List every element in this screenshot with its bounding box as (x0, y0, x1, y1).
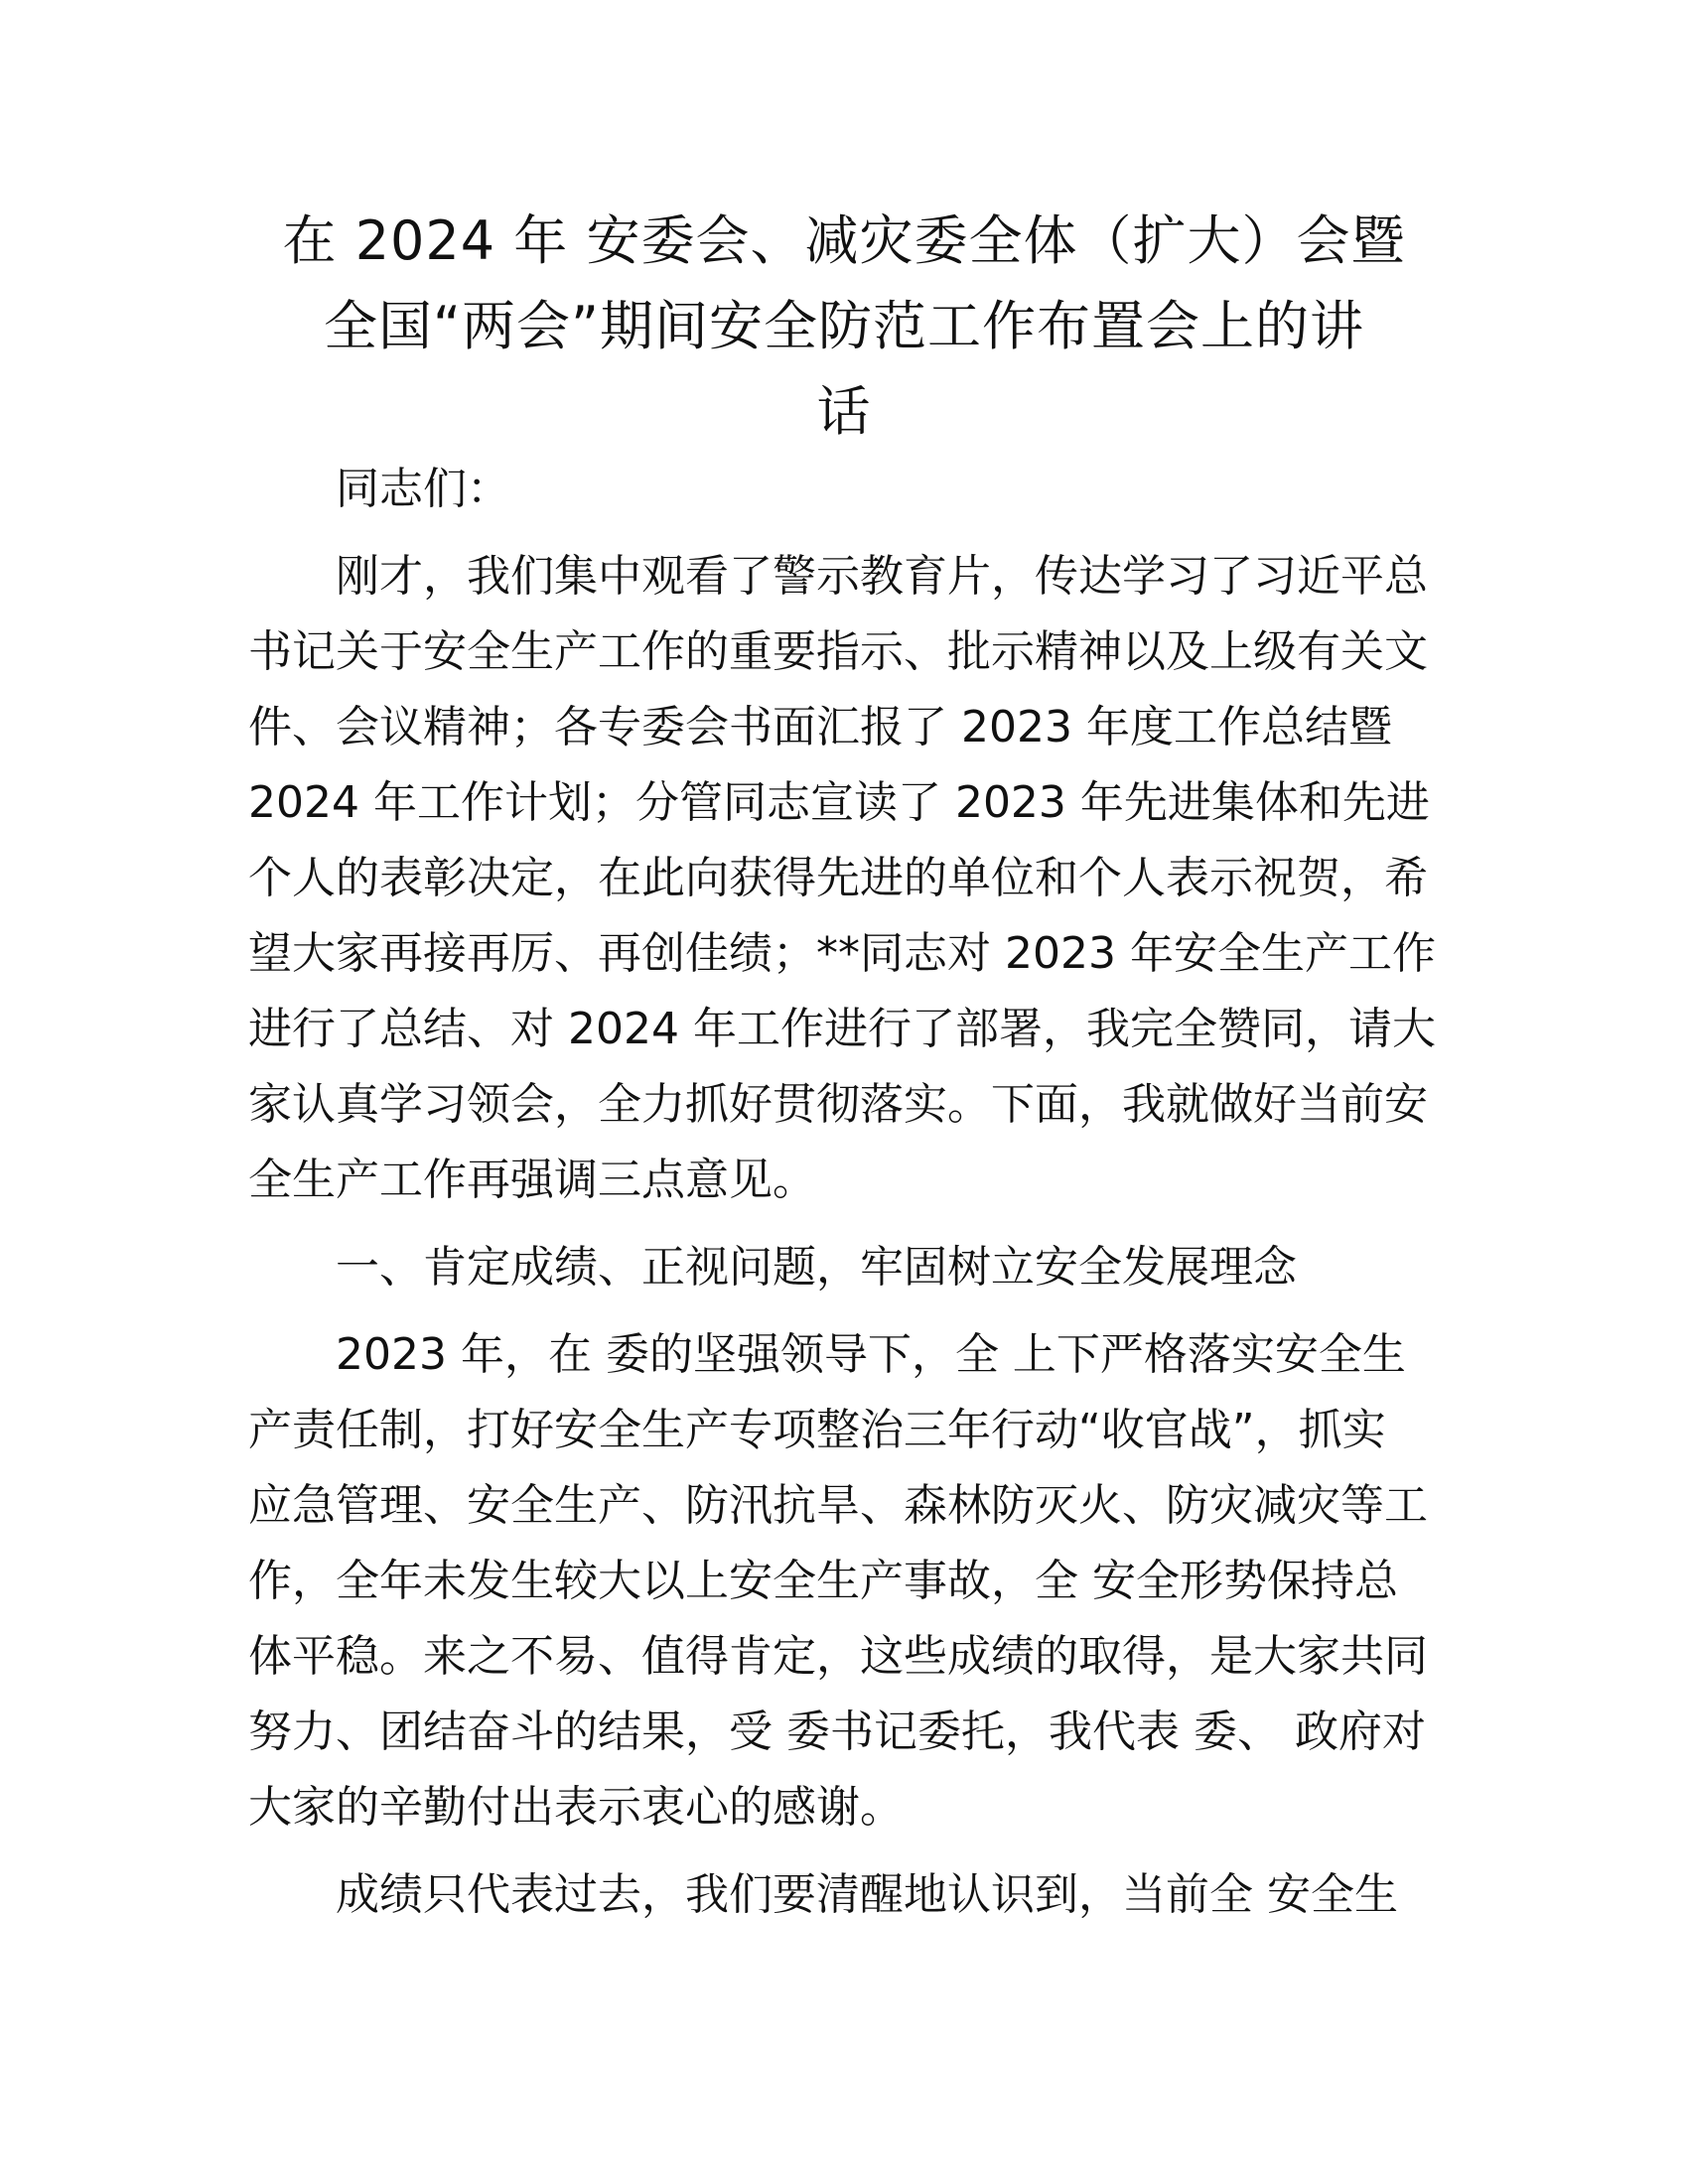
text-line: 进行了总结、对 2024 年工作进行了部署，我完全赞同，请大 (248, 1004, 1436, 1054)
text-line: 作，全年未发生较大以上安全生产事故，全 安全形势保持总 (248, 1556, 1398, 1606)
title-line-1: 在 2024 年 安委会、减灾委全体（扩大）会暨 (282, 209, 1406, 272)
text-line: 刚才，我们集中观看了警示教育片，传达学习了习近平总 (336, 551, 1428, 602)
text-line: 2024 年工作计划；分管同志宣读了 2023 年先进集体和先进 (248, 777, 1430, 828)
text-line: 成绩只代表过去，我们要清醒地认识到，当前全 安全生 (336, 1869, 1398, 1920)
text-line: 努力、团结奋斗的结果，受 委书记委托，我代表 委、 政府对 (248, 1706, 1426, 1757)
text-line: 个人的表彰决定，在此向获得先进的单位和个人表示祝贺，希 (248, 853, 1428, 903)
intro-paragraph (248, 539, 1440, 1218)
text-line: 件、会议精神；各专委会书面汇报了 2023 年度工作总结暨 (248, 702, 1392, 752)
title-line-3: 话 (816, 380, 872, 443)
text-line: 一、肯定成绩、正视问题，牢固树立安全发展理念 (336, 1242, 1297, 1293)
text-line: 全生产工作再强调三点意见。 (248, 1155, 816, 1205)
title-line-2: 全国“两会”期间安全防范工作布置会上的讲 (324, 295, 1364, 357)
reflection-paragraph (248, 1857, 1440, 1933)
text-line: 大家的辛勤付出表示衷心的感谢。 (248, 1782, 904, 1833)
achievements-paragraph (248, 1317, 1440, 1845)
greeting-paragraph (248, 452, 1440, 527)
text-line: 产责任制，打好安全生产专项整治三年行动“收官战”，抓实 (248, 1405, 1386, 1455)
text-line: 体平稳。来之不易、值得肯定，这些成绩的取得，是大家共同 (248, 1631, 1428, 1682)
text-line: 应急管理、安全生产、防汛抗旱、森林防灭火、防灾减灾等工 (248, 1480, 1428, 1531)
text-line: 书记关于安全生产工作的重要指示、批示精神以及上级有关文 (248, 626, 1428, 677)
speech-title (248, 199, 1440, 455)
text-line: 望大家再接再厉、再创佳绩；**同志对 2023 年安全生产工作 (248, 928, 1436, 979)
text-line: 2023 年，在 委的坚强领导下，全 上下严格落实安全生 (336, 1329, 1406, 1380)
text-line: 同志们： (336, 464, 510, 514)
section-heading-1 (248, 1230, 1440, 1305)
speech-body (248, 452, 1440, 1945)
text-line: 家认真学习领会，全力抓好贯彻落实。下面，我就做好当前安 (248, 1079, 1428, 1130)
